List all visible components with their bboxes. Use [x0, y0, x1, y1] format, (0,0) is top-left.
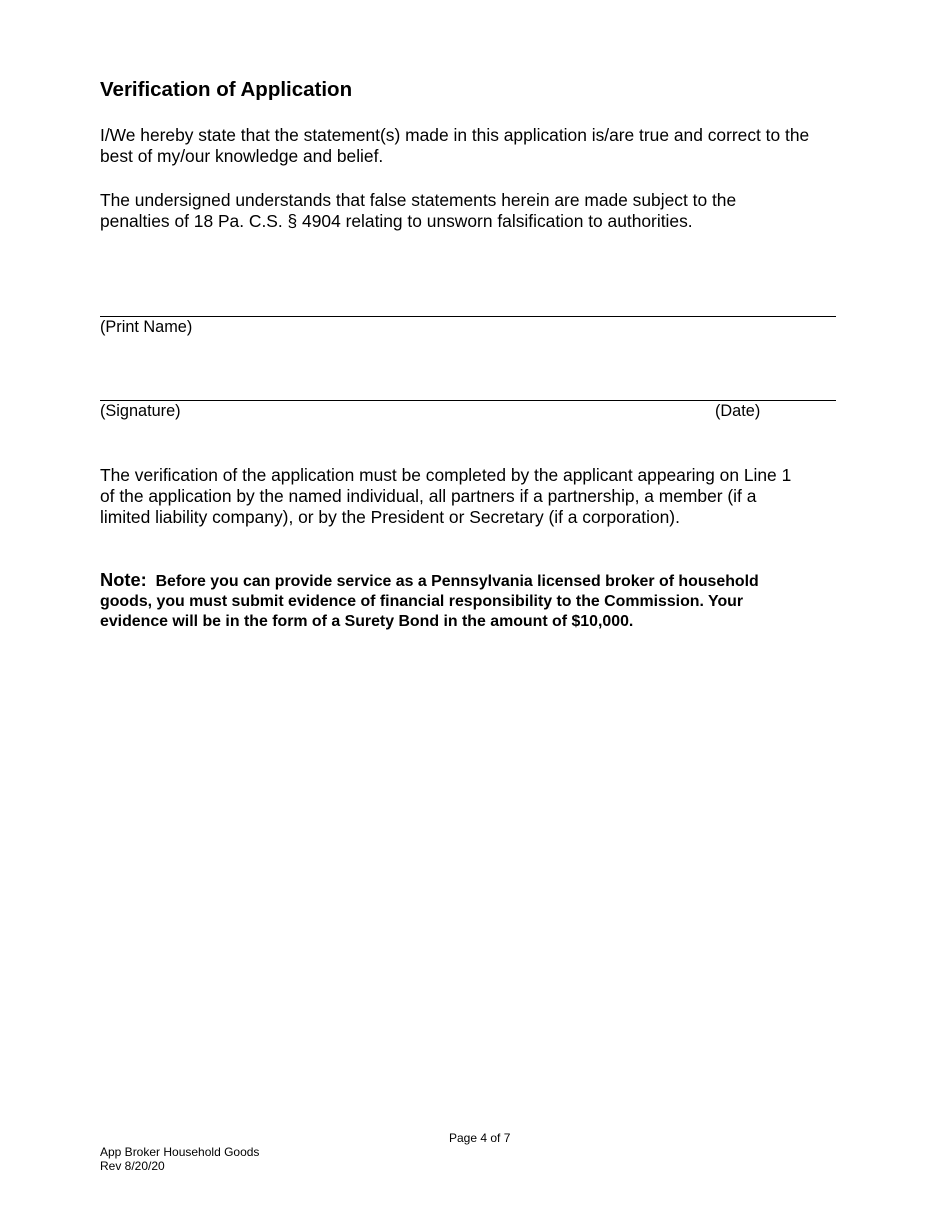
verification-line: of the application by the named individual, all partners if a partnership, a member (if a: [100, 486, 757, 506]
signature-date-line[interactable]: [100, 400, 836, 401]
statement-line: best of my/our knowledge and belief.: [100, 146, 384, 166]
note-line: goods, you must submit evidence of financial responsibility to the Commission. Your: [100, 593, 744, 610]
print-name-label: (Print Name): [100, 318, 193, 336]
note-label: Note:: [100, 569, 147, 590]
print-name-line[interactable]: [100, 316, 836, 317]
form-revision: Rev 8/20/20: [100, 1159, 165, 1173]
verification-line: The verification of the application must be completed by the applicant appearing on Line 1: [100, 465, 792, 485]
penalty-paragraph: [100, 190, 736, 232]
verification-line: limited liability company), or by the President or Secretary (if a corporation).: [100, 507, 680, 527]
page-number: Page 4 of 7: [449, 1131, 511, 1145]
penalty-line: penalties of 18 Pa. C.S. § 4904 relating to unsworn falsification to authorities.: [100, 211, 693, 231]
date-label: (Date): [715, 402, 761, 420]
verification-paragraph: [100, 465, 791, 528]
statement-line: I/We hereby state that the statement(s) made in this application is/are true and correct to the: [100, 125, 810, 145]
note-first-line: [100, 570, 759, 592]
statement-paragraph: [100, 125, 809, 167]
note-block: [100, 570, 759, 632]
note-line: evidence will be in the form of a Surety Bond in the amount of $10,000.: [100, 613, 634, 630]
page-title: Verification of Application: [100, 78, 353, 101]
form-name: App Broker Household Goods: [100, 1145, 260, 1159]
penalty-line: The undersigned understands that false statements herein are made subject to the: [100, 190, 737, 210]
note-line: Before you can provide service as a Pennsylvania licensed broker of household: [155, 573, 759, 590]
signature-label: (Signature): [100, 402, 181, 420]
